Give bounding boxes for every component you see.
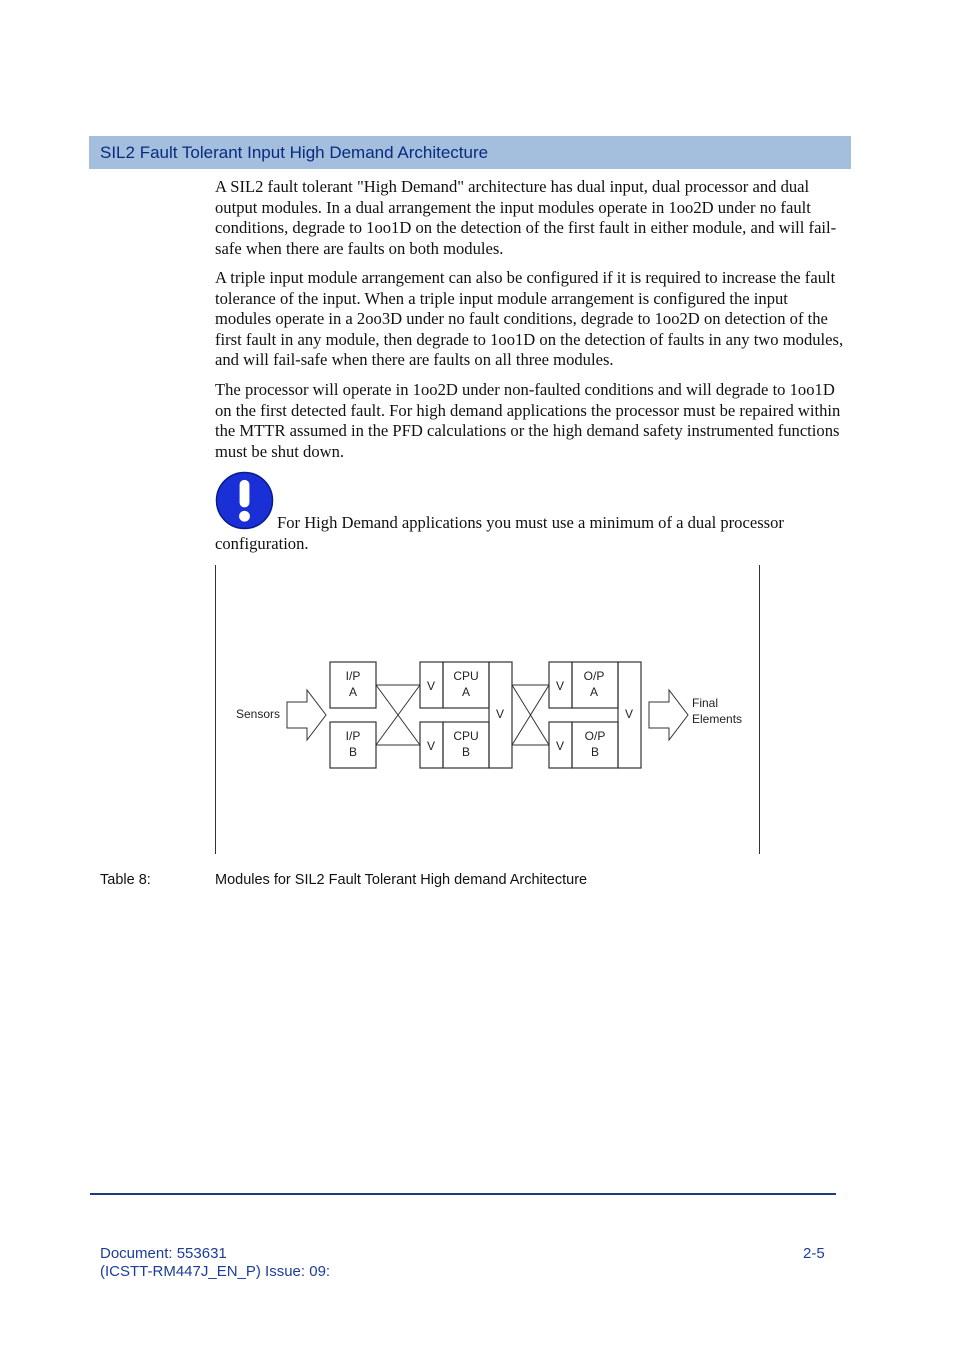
- table-caption-text: Modules for SIL2 Fault Tolerant High demand Architecture: [215, 872, 588, 888]
- section-header: [89, 136, 851, 169]
- footer-page-number: 2-5: [803, 1245, 825, 1262]
- table-caption-number: Table 8:: [100, 872, 151, 888]
- paragraph-triple-input: A triple input module arrangement can also be configured if it is required to increase the fault tolerance of the input. When a triple input module arrangement is configured the input modules operate in a 2oo3D under no fault conditions, degrade to 1oo2D on detection of the first fault in any module, then degrade to 1oo1D on the detection of faults in any two modules, and will fail-safe when there are faults on all three modules.: [215, 268, 844, 369]
- final-elements-label-2: Elements: [692, 712, 743, 726]
- cpu-module-a-id: A: [461, 685, 471, 699]
- paragraph-processor: The processor will operate in 1oo2D under non-faulted conditions and will degrade to 1oo1D on the first detected fault. For high demand applications the processor must be repaired within the MTTR assumed in the PFD calculations or the high demand safety instrumented functions must be shut down.: [215, 380, 841, 461]
- final-elements-label-1: Final: [692, 696, 719, 710]
- op-a-voter-label: V: [555, 679, 565, 693]
- op-b-voter-label: V: [555, 739, 565, 753]
- input-module-b-label: I/P: [345, 729, 361, 743]
- footer-rule: [90, 1193, 836, 1195]
- note-dual-processor: [215, 513, 845, 554]
- sensors-arrow: [287, 690, 326, 740]
- input-module-a-label: I/P: [345, 669, 361, 683]
- cpu-module-a-label: CPU: [453, 669, 479, 683]
- cpu-b-voter-label: V: [426, 739, 436, 753]
- final-elements-arrow: [649, 690, 688, 740]
- paragraph-architecture: A SIL2 fault tolerant "High Demand" architecture has dual input, dual processor and dual output modules. In a dual arrangement the input modules operate in 1oo2D under no fault conditions, degrade to 1oo1D on the detection of the first fault in either module, and will fail-safe when there are faults on both modules.: [215, 177, 837, 258]
- input-module-b-id: B: [348, 745, 358, 759]
- output-final-voter-label: V: [624, 707, 634, 721]
- output-module-b-label: O/P: [584, 729, 606, 743]
- output-module-a-label: O/P: [583, 669, 605, 683]
- cpu-a-voter-label: V: [426, 679, 436, 693]
- output-module-b-id: B: [590, 745, 600, 759]
- cpu-module-b-label: CPU: [453, 729, 479, 743]
- footer-document-issue: (ICSTT-RM447J_EN_P) Issue: 09:: [100, 1263, 331, 1280]
- note-text: For High Demand applications you must use a minimum of a dual processor configuration.: [215, 513, 784, 553]
- cpu-module-b-id: B: [461, 745, 471, 759]
- figure-frame-left: [215, 565, 216, 854]
- cpu-output-voter-label: V: [495, 707, 505, 721]
- output-module-a-id: A: [589, 685, 599, 699]
- figure-frame-right: [759, 565, 760, 854]
- architecture-diagram: [228, 650, 752, 780]
- input-module-a-id: A: [348, 685, 358, 699]
- footer-document-info: [100, 1245, 330, 1281]
- section-title: SIL2 Fault Tolerant Input High Demand Architecture: [100, 143, 489, 162]
- sensors-label: Sensors: [236, 707, 281, 721]
- footer-document-number: Document: 553631: [100, 1245, 227, 1262]
